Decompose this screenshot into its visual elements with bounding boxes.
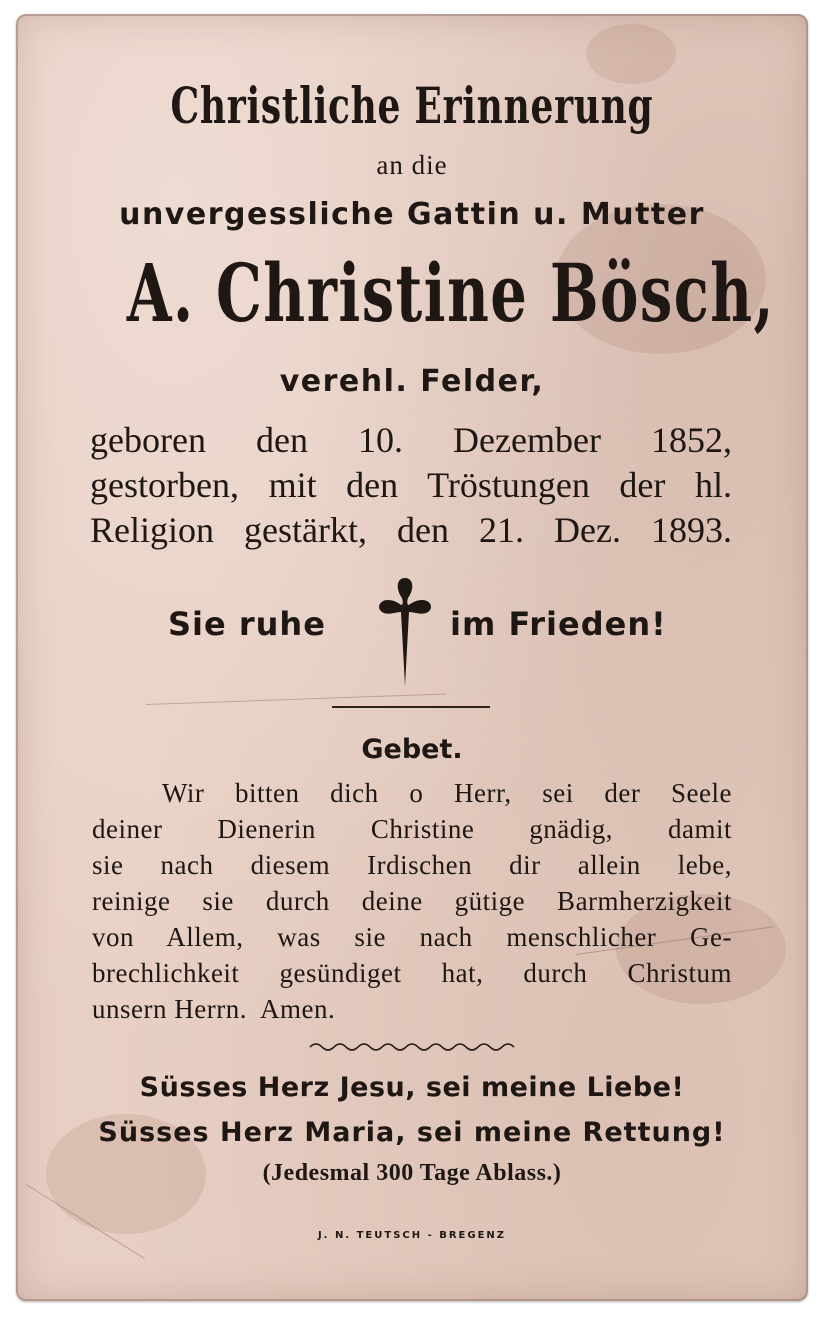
prayer-line: deiner Dienerin Christine gnädig, damit — [92, 814, 732, 844]
rest-left-text: Sie ruhe — [168, 605, 326, 643]
bio-line: gestorben, mit den Tröstungen der hl. — [90, 465, 732, 505]
crease-decoration — [146, 694, 446, 705]
indulgence-note: (Jedesmal 300 Tage Ablass.) — [262, 1160, 562, 1186]
married-name: verehl. Felder, — [279, 364, 545, 399]
invocation-maria: Süsses Herz Maria, sei meine Rettung! — [98, 1117, 726, 1148]
printer-imprint: J. N. TEUTSCH - BREGENZ — [317, 1230, 507, 1241]
prayer-line: sie nach diesem Irdischen dir allein lebe, — [92, 850, 732, 880]
prayer-line: reinige sie durch deine gütige Barmherzigkeit — [92, 886, 732, 916]
deceased-name: A. Christine Bösch, — [126, 246, 776, 340]
rest-right-text: im Frieden! — [450, 605, 667, 643]
prayer-line: Wir bitten dich o Herr, sei der Seele — [162, 778, 732, 808]
prayer-line: unsern Herrn. Amen. — [92, 994, 336, 1024]
memorial-card — [16, 14, 808, 1301]
dedication-line: unvergessliche Gattin u. Mutter — [119, 197, 705, 232]
bio-line: Religion gestärkt, den 21. Dez. 1893. — [90, 510, 732, 550]
prayer-line: von Allem, was sie nach menschlicher Ge- — [92, 922, 732, 952]
prayer-line: brechlichkeit gesündiget hat, durch Christum — [92, 958, 732, 988]
stain-decoration — [586, 24, 676, 84]
card-title: Christliche Erinnerung — [170, 76, 654, 135]
prayer-title: Gebet. — [361, 734, 463, 765]
card-subtitle: an die — [376, 150, 448, 180]
invocation-jesus: Süsses Herz Jesu, sei meine Liebe! — [139, 1072, 685, 1103]
bio-line: geboren den 10. Dezember 1852, — [90, 420, 732, 460]
divider — [332, 706, 490, 708]
wavy-divider — [308, 1040, 520, 1054]
cross-icon — [372, 574, 438, 689]
